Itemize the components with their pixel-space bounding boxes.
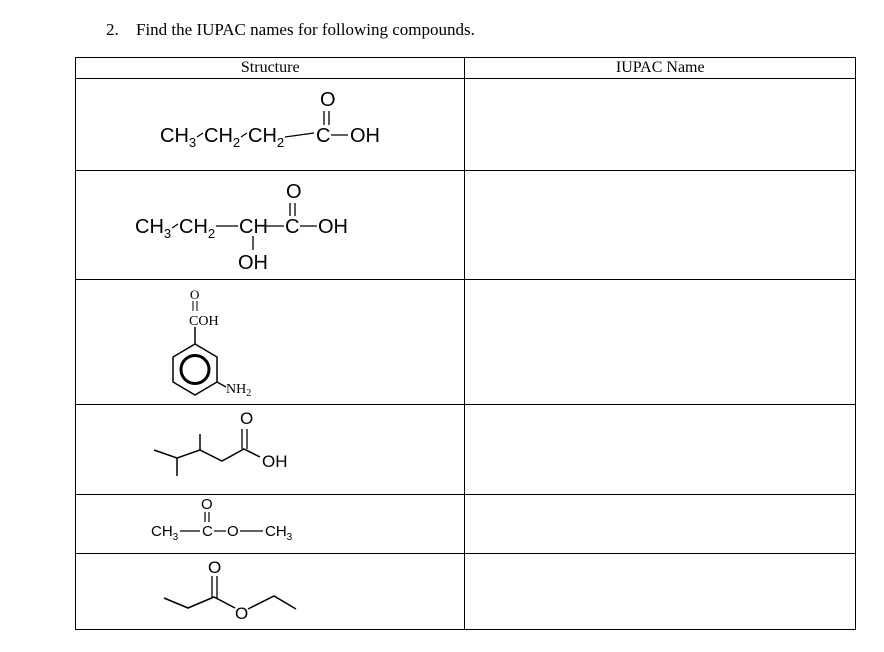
structure-methyl-acetate bbox=[76, 495, 465, 553]
bond-line bbox=[241, 133, 247, 137]
answer-cell[interactable] bbox=[465, 554, 856, 630]
table-row bbox=[76, 554, 856, 630]
structure-cell bbox=[76, 79, 465, 171]
question-number: 2. bbox=[106, 20, 119, 39]
atom-label: C bbox=[316, 125, 331, 147]
structure-butanoic-acid bbox=[76, 79, 465, 170]
atom-label: O bbox=[201, 496, 213, 513]
atom-label: C bbox=[285, 216, 300, 238]
table-row bbox=[76, 405, 856, 495]
answer-cell[interactable] bbox=[465, 405, 856, 495]
header-structure: Structure bbox=[76, 58, 465, 79]
atom-label: O bbox=[227, 523, 239, 540]
table-row bbox=[76, 171, 856, 280]
carbon-skeleton bbox=[248, 596, 296, 609]
structure-skeletal-acid bbox=[76, 405, 465, 494]
iupac-table bbox=[75, 57, 856, 630]
atom-label: COH bbox=[189, 314, 219, 329]
atom-label: C bbox=[202, 523, 213, 540]
answer-cell[interactable] bbox=[465, 495, 856, 554]
bond-line bbox=[285, 133, 314, 137]
atom-label: O bbox=[240, 409, 254, 428]
atom-label: OH bbox=[318, 216, 348, 238]
structure-skeletal-ester bbox=[76, 554, 465, 629]
atom-label: $CH_3$ bbox=[160, 125, 197, 150]
table-row bbox=[76, 79, 856, 171]
atom-label: OH bbox=[262, 452, 288, 471]
structure-hydroxybutanoic-acid bbox=[76, 171, 465, 279]
bottom-border-gap bbox=[157, 630, 299, 634]
atom-label: $CH_2$ bbox=[179, 216, 216, 241]
structure-cell bbox=[76, 554, 465, 630]
atom-label: $CH_3$ bbox=[265, 523, 293, 543]
carbon-skeleton bbox=[154, 434, 260, 476]
answer-cell[interactable] bbox=[465, 171, 856, 280]
bond-line bbox=[172, 224, 178, 228]
answer-cell[interactable] bbox=[465, 280, 856, 405]
question-text: Find the IUPAC names for following compounds. bbox=[136, 20, 475, 39]
table-row bbox=[76, 280, 856, 405]
atom-label: CH bbox=[239, 216, 268, 238]
header-iupac-name: IUPAC Name bbox=[465, 58, 856, 79]
atom-label: $CH_3$ bbox=[135, 216, 172, 241]
carbon-skeleton bbox=[164, 597, 235, 608]
atom-label: $CH_2$ bbox=[248, 125, 285, 150]
benzene-ring-circle bbox=[181, 356, 209, 384]
bond-line bbox=[197, 133, 203, 137]
structure-cell bbox=[76, 495, 465, 554]
answer-cell[interactable] bbox=[465, 79, 856, 171]
atom-label: OH bbox=[350, 125, 380, 147]
structure-cell bbox=[76, 171, 465, 280]
atom-label: OH bbox=[238, 252, 268, 274]
atom-label: O bbox=[286, 181, 302, 203]
atom-label: $CH_2$ bbox=[204, 125, 241, 150]
structure-aminobenzoic-acid bbox=[76, 280, 465, 404]
atom-label: $CH_3$ bbox=[151, 523, 179, 543]
atom-label: O bbox=[320, 89, 336, 111]
structure-cell bbox=[76, 280, 465, 405]
bond-line bbox=[217, 382, 226, 387]
atom-label: O bbox=[208, 558, 222, 577]
atom-label: O bbox=[190, 287, 200, 302]
structure-cell bbox=[76, 405, 465, 495]
header-row bbox=[76, 58, 856, 79]
table-row bbox=[76, 495, 856, 554]
question-heading bbox=[106, 20, 475, 40]
atom-label: $NH_2$ bbox=[226, 382, 252, 399]
atom-label: O bbox=[235, 604, 249, 623]
